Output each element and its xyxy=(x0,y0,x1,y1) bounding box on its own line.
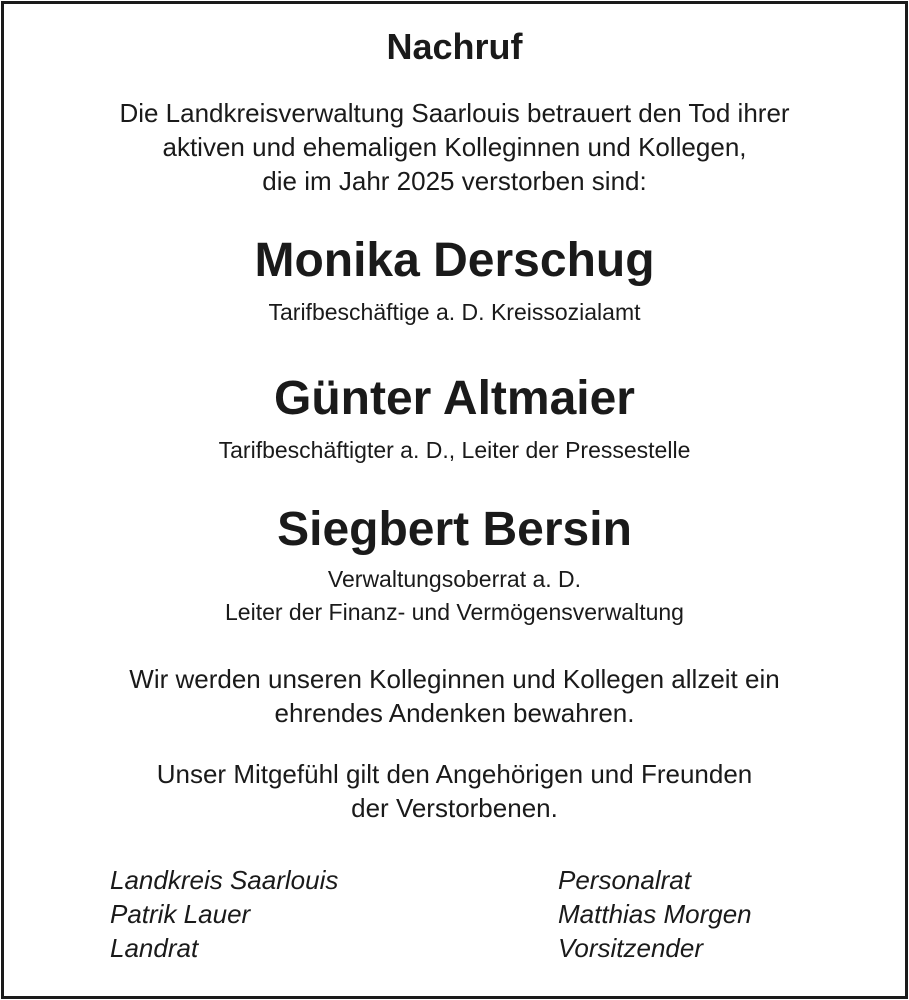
condolence-text xyxy=(0,757,909,825)
signature-right xyxy=(558,863,752,965)
signature-line: Landrat xyxy=(110,933,199,963)
deceased-role: Tarifbeschäftige a. D. Kreissozialamt xyxy=(268,299,641,325)
signature-line: Patrik Lauer xyxy=(110,899,251,929)
closing-line: Wir werden unseren Kolleginnen und Kollegen allzeit ein xyxy=(129,664,780,694)
deceased-name: Siegbert Bersin xyxy=(277,503,632,556)
deceased-role: Leiter der Finanz- und Vermögensverwaltung xyxy=(225,599,684,625)
condolence-line: Unser Mitgefühl gilt den Angehörigen und Freunden xyxy=(156,759,753,789)
condolence-line: der Verstorbenen. xyxy=(351,793,558,823)
signature-left xyxy=(110,863,338,965)
signature-line: Matthias Morgen xyxy=(558,899,752,929)
closing-line: ehrendes Andenken bewahren. xyxy=(274,698,635,728)
intro-line: Die Landkreisverwaltung Saarlouis betrauert den Tod ihrer xyxy=(119,98,790,128)
closing-text xyxy=(0,662,909,730)
signature-line: Personalrat xyxy=(558,865,691,895)
signature-line: Landkreis Saarlouis xyxy=(110,865,339,895)
deceased-name: Monika Derschug xyxy=(254,234,655,287)
notice-title: Nachruf xyxy=(386,26,523,67)
intro-text xyxy=(0,96,909,198)
intro-line: die im Jahr 2025 verstorben sind: xyxy=(262,166,647,196)
signature-line: Vorsitzender xyxy=(558,933,703,963)
intro-line: aktiven und ehemaligen Kolleginnen und Kollegen, xyxy=(162,132,747,162)
deceased-name: Günter Altmaier xyxy=(274,372,635,425)
deceased-role: Tarifbeschäftigter a. D., Leiter der Pressestelle xyxy=(218,437,691,463)
deceased-role: Verwaltungsoberrat a. D. xyxy=(327,566,582,592)
